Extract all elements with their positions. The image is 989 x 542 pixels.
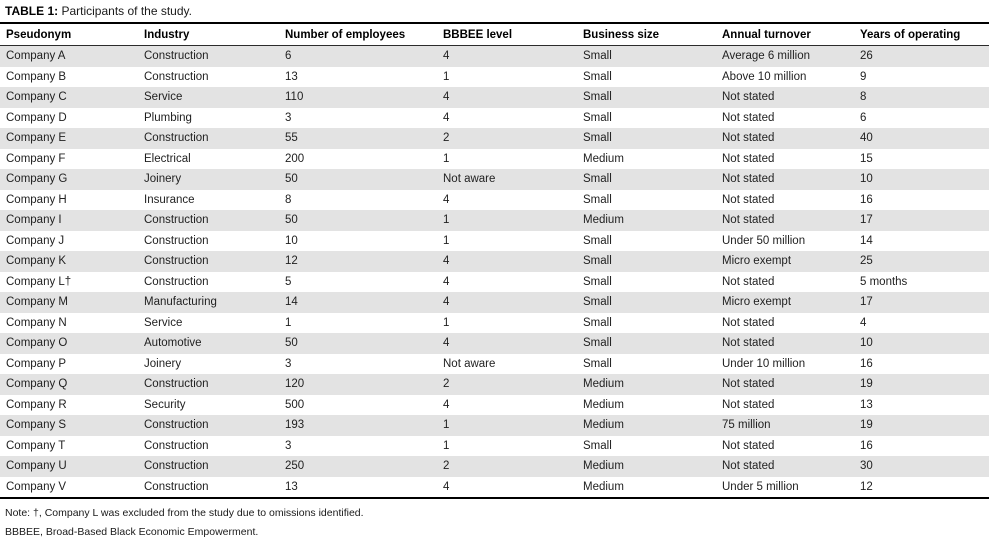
- table-cell: Not stated: [722, 398, 775, 411]
- table-cell: Small: [583, 193, 612, 206]
- table-cell: Not stated: [722, 214, 775, 226]
- table-cell: 3: [285, 439, 292, 452]
- table-row: [0, 313, 989, 334]
- table-cell: 19: [860, 419, 873, 431]
- footnote-abbreviation: BBBEE, Broad-Based Black Economic Empowerment.: [5, 526, 259, 538]
- table-cell: Not stated: [722, 152, 775, 165]
- table-cell: Company U: [6, 460, 67, 472]
- table-cell: Company I: [6, 214, 62, 226]
- table-caption: [0, 0, 989, 22]
- table-cell: Small: [583, 234, 612, 247]
- table-cell: 15: [860, 152, 873, 165]
- table-cell: Company S: [6, 419, 67, 431]
- table-row: [0, 477, 989, 499]
- table-cell: Medium: [583, 378, 624, 390]
- table-cell: 50: [285, 214, 298, 226]
- table-cell: Construction: [144, 439, 209, 452]
- table-cell: 110: [285, 91, 304, 103]
- table-cell: Company Q: [6, 378, 68, 390]
- table-row: [0, 231, 989, 252]
- table-row: [0, 374, 989, 395]
- table-cell: 1: [443, 439, 450, 452]
- table-cell: 13: [285, 70, 298, 83]
- table-cell: Average 6 million: [722, 50, 811, 62]
- table-caption-text: Participants of the study.: [61, 4, 192, 18]
- table-cell: Service: [144, 91, 183, 103]
- table-cell: 1: [443, 70, 450, 83]
- table-cell: Construction: [144, 70, 209, 83]
- table-row: [0, 395, 989, 416]
- table-row: [0, 108, 989, 129]
- table-cell: Not aware: [443, 173, 496, 185]
- table-cell: Construction: [144, 275, 209, 288]
- table-cell: 2: [443, 132, 450, 144]
- table-row: [0, 456, 989, 477]
- table-cell: Under 5 million: [722, 480, 799, 493]
- table-cell: 10: [285, 234, 298, 247]
- table-row: [0, 272, 989, 293]
- table-cell: Company M: [6, 296, 68, 308]
- table-cell: 5 months: [860, 275, 908, 288]
- table-cell: 8: [285, 193, 292, 206]
- table-cell: Medium: [583, 460, 624, 472]
- table-cell: 4: [443, 398, 450, 411]
- table-cell: Service: [144, 316, 183, 329]
- table-cell: Small: [583, 275, 612, 288]
- table-header: [0, 23, 989, 46]
- table-cell: Security: [144, 398, 186, 411]
- column-header-annual-turnover: Annual turnover: [716, 23, 854, 46]
- table-cell: Company K: [6, 255, 67, 267]
- column-header-employees: Number of employees: [279, 23, 437, 46]
- table-cell: Company R: [6, 398, 67, 411]
- table-cell: 75 million: [722, 419, 771, 431]
- table-cell: 4: [443, 255, 450, 267]
- table-cell: 1: [285, 316, 292, 329]
- column-header-pseudonym: Pseudonym: [0, 23, 138, 46]
- table-cell: Not stated: [722, 316, 775, 329]
- table-cell: Medium: [583, 480, 624, 493]
- table-cell: Company V: [6, 480, 67, 493]
- table-cell: Joinery: [144, 357, 182, 370]
- table-row: [0, 169, 989, 190]
- table-row: [0, 210, 989, 231]
- table-cell: 2: [443, 378, 450, 390]
- table-cell: Small: [583, 91, 612, 103]
- table-cell: Construction: [144, 419, 209, 431]
- table-row: [0, 67, 989, 88]
- table-cell: 4: [443, 193, 450, 206]
- table-cell: Joinery: [144, 173, 182, 185]
- table-cell: Not stated: [722, 111, 775, 124]
- table-cell: 10: [860, 173, 873, 185]
- table-cell: Small: [583, 50, 612, 62]
- table-cell: Medium: [583, 152, 624, 165]
- table-cell: Micro exempt: [722, 255, 792, 267]
- table-cell: Company P: [6, 357, 67, 370]
- table-cell: Company H: [6, 193, 67, 206]
- table-cell: 4: [443, 296, 450, 308]
- column-header-industry: Industry: [138, 23, 279, 46]
- table-cell: 4: [860, 316, 867, 329]
- table-cell: Above 10 million: [722, 70, 807, 83]
- table-row: [0, 190, 989, 211]
- table-cell: 4: [443, 50, 450, 62]
- column-header-business-size: Business size: [577, 23, 716, 46]
- table-cell: Not aware: [443, 357, 496, 370]
- table-cell: Construction: [144, 255, 209, 267]
- table-cell: Small: [583, 173, 612, 185]
- table-cell: 13: [285, 480, 298, 493]
- table-cell: 1: [443, 316, 450, 329]
- table-cell: Small: [583, 439, 612, 452]
- table-cell: 6: [860, 111, 867, 124]
- table-cell: Small: [583, 316, 612, 329]
- table-row: [0, 251, 989, 272]
- table-cell: Construction: [144, 214, 209, 226]
- table-row: [0, 87, 989, 108]
- table-cell: Company J: [6, 234, 65, 247]
- table-cell: 4: [443, 111, 450, 124]
- table-row: [0, 415, 989, 436]
- table-cell: Company C: [6, 91, 67, 103]
- table-cell: 4: [443, 337, 450, 349]
- table-cell: Construction: [144, 132, 209, 144]
- table-cell: Not stated: [722, 91, 775, 103]
- table-cell: 1: [443, 214, 450, 226]
- table-cell: 6: [285, 50, 292, 62]
- table-cell: Small: [583, 255, 612, 267]
- table-cell: 1: [443, 419, 450, 431]
- table-caption-label: TABLE 1:: [5, 4, 59, 18]
- table-cell: 250: [285, 460, 305, 472]
- table-row: [0, 149, 989, 170]
- table-cell: Medium: [583, 214, 624, 226]
- table-row: [0, 436, 989, 457]
- table-cell: Small: [583, 70, 612, 83]
- table-cell: 9: [860, 70, 867, 83]
- table-cell: 5: [285, 275, 292, 288]
- table-cell: Company N: [6, 316, 67, 329]
- table-cell: 19: [860, 378, 873, 390]
- table-cell: Insurance: [144, 193, 195, 206]
- table-cell: 3: [285, 357, 292, 370]
- participants-table: [0, 22, 989, 499]
- table-cell: Company L†: [6, 275, 72, 288]
- table-cell: Construction: [144, 378, 209, 390]
- table-cell: Company F: [6, 152, 66, 165]
- footnote-exclusion: Note: †, Company L was excluded from the study due to omissions identified.: [5, 507, 364, 519]
- table-cell: Company O: [6, 337, 68, 349]
- table-cell: 2: [443, 460, 450, 472]
- table-cell: 4: [443, 91, 450, 103]
- table-cell: 14: [860, 234, 873, 247]
- table-cell: Construction: [144, 460, 209, 472]
- table-cell: Construction: [144, 234, 209, 247]
- table-cell: Automotive: [144, 337, 202, 349]
- table-cell: Not stated: [722, 378, 775, 390]
- table-cell: 14: [285, 296, 298, 308]
- table-cell: Not stated: [722, 173, 775, 185]
- table-cell: 30: [860, 460, 873, 472]
- table-cell: Under 50 million: [722, 234, 806, 247]
- table-header-row: [0, 23, 989, 46]
- table-row: [0, 128, 989, 149]
- table-cell: 1: [443, 152, 450, 165]
- table-cell: 17: [860, 296, 873, 308]
- table-body: [0, 46, 989, 499]
- table-cell: Medium: [583, 419, 624, 431]
- table-cell: Construction: [144, 480, 209, 493]
- table-cell: Company E: [6, 132, 67, 144]
- table-cell: Electrical: [144, 152, 191, 165]
- table-cell: Small: [583, 357, 612, 370]
- table-cell: Company G: [6, 173, 68, 185]
- column-header-years-operating: Years of operating: [854, 23, 989, 46]
- table-cell: 55: [285, 132, 298, 144]
- table-cell: Not stated: [722, 132, 775, 144]
- table-cell: 17: [860, 214, 873, 226]
- table-cell: Medium: [583, 398, 624, 411]
- table-cell: Not stated: [722, 193, 775, 206]
- table-cell: 13: [860, 398, 873, 411]
- table-cell: 40: [860, 132, 873, 144]
- table-cell: 50: [285, 173, 298, 185]
- table-cell: 16: [860, 439, 873, 452]
- table-cell: 50: [285, 337, 298, 349]
- table-cell: 26: [860, 50, 873, 62]
- table-cell: 12: [285, 255, 298, 267]
- table-cell: Under 10 million: [722, 357, 806, 370]
- table-cell: Small: [583, 111, 612, 124]
- table-row: [0, 292, 989, 313]
- table-cell: 1: [443, 234, 450, 247]
- table-cell: Company B: [6, 70, 67, 83]
- table-cell: 120: [285, 378, 305, 390]
- table-cell: 500: [285, 398, 305, 411]
- table-cell: Small: [583, 296, 612, 308]
- table-cell: Not stated: [722, 275, 775, 288]
- table-row: [0, 354, 989, 375]
- table-footnotes: [0, 499, 989, 542]
- table-row: [0, 46, 989, 67]
- table-cell: Not stated: [722, 460, 775, 472]
- table-cell: Small: [583, 132, 612, 144]
- table-cell: 4: [443, 480, 450, 493]
- table-cell: 10: [860, 337, 873, 349]
- table-cell: Not stated: [722, 439, 775, 452]
- table-cell: 4: [443, 275, 450, 288]
- table-cell: Micro exempt: [722, 296, 792, 308]
- table-cell: 25: [860, 255, 873, 267]
- table-cell: Plumbing: [144, 111, 192, 124]
- table-cell: Not stated: [722, 337, 775, 349]
- table-cell: Company T: [6, 439, 66, 452]
- table-cell: 16: [860, 193, 873, 206]
- table-cell: Company D: [6, 111, 67, 124]
- column-header-bbbee-level: BBBEE level: [437, 23, 577, 46]
- table-cell: 8: [860, 91, 867, 103]
- table-cell: Small: [583, 337, 612, 349]
- table-cell: Construction: [144, 50, 209, 62]
- table-cell: Company A: [6, 50, 66, 62]
- table-cell: 193: [285, 419, 305, 431]
- table-cell: 16: [860, 357, 873, 370]
- table-cell: Manufacturing: [144, 296, 217, 308]
- table-cell: 200: [285, 152, 305, 165]
- table-cell: 12: [860, 480, 873, 493]
- table-cell: 3: [285, 111, 292, 124]
- table-row: [0, 333, 989, 354]
